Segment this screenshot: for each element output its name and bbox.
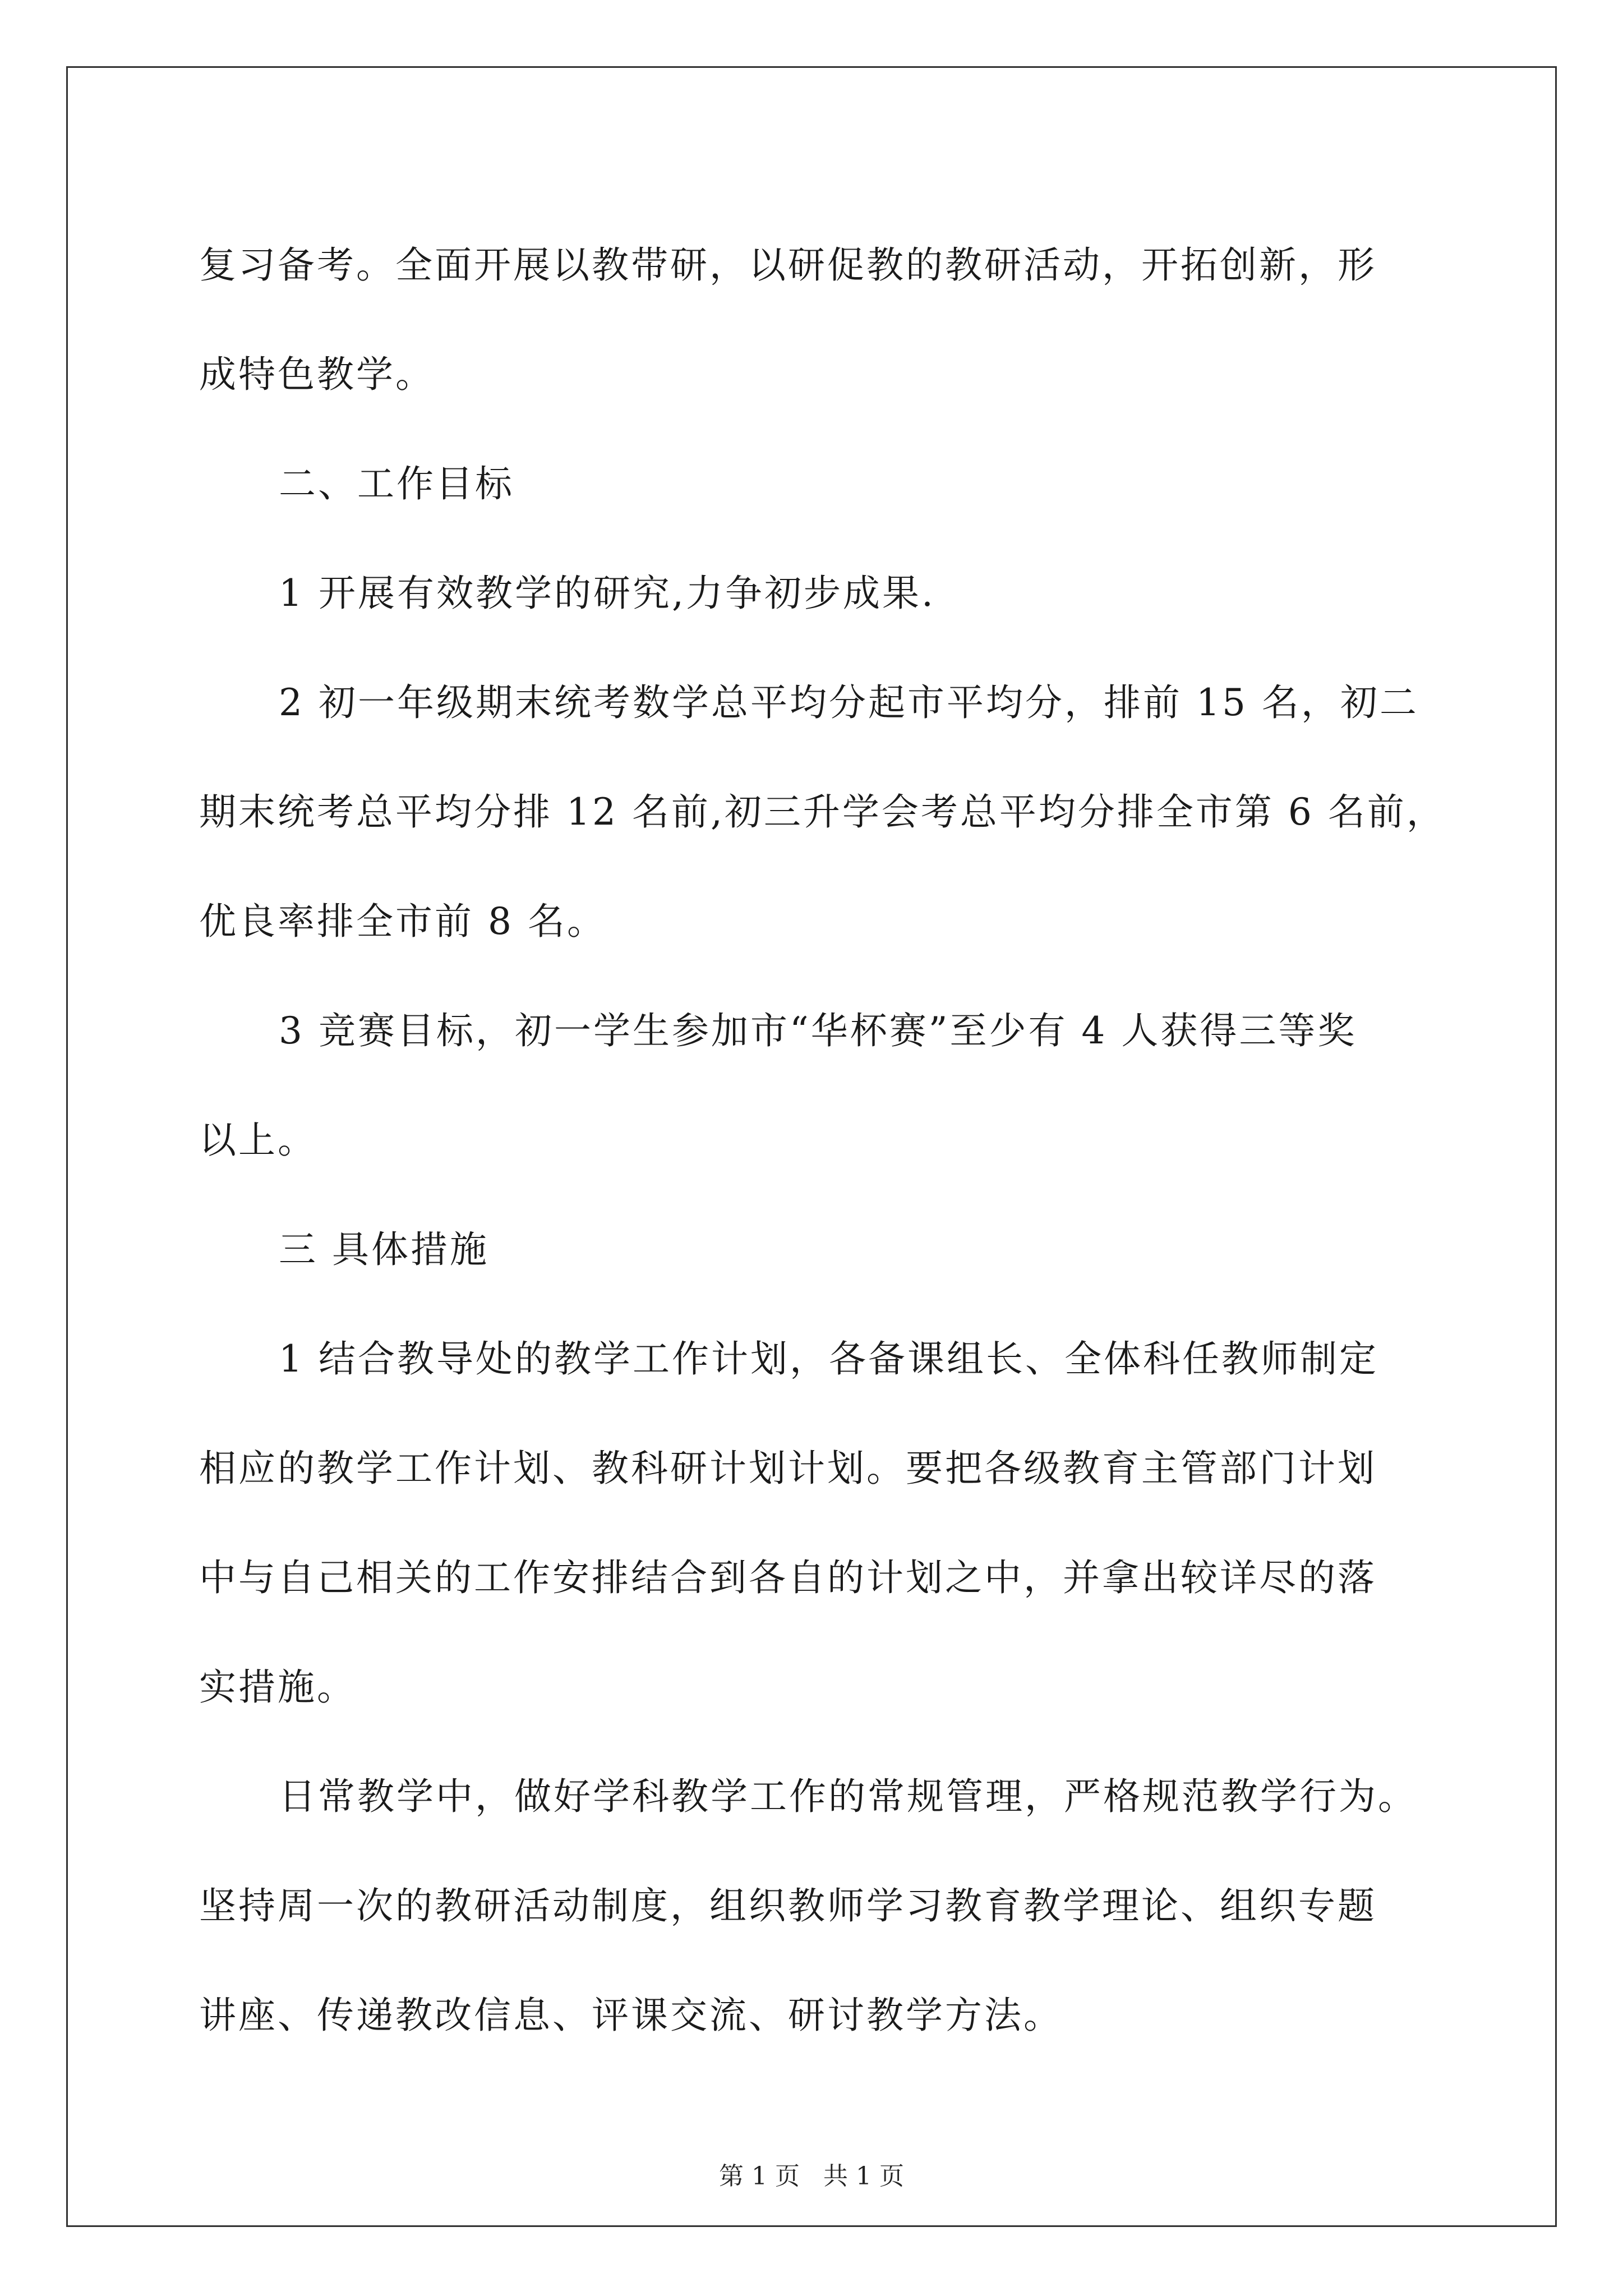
page-total: 共 1 页 <box>823 2162 904 2191</box>
text-line-9: 以上。 <box>199 1119 317 1162</box>
text-line-1: 复习备考。全面开展以教带研，以研促教的教研活动，开拓创新，形 <box>199 243 1377 287</box>
page-footer <box>0 2160 1623 2193</box>
text-line-4: 1 开展有效教学的研究,力争初步成果. <box>279 572 935 615</box>
text-line-8: 3 竞赛目标，初一学生参加市“华杯赛”至少有 4 人获得三等奖 <box>279 1009 1357 1052</box>
text-line-2: 成特色教学。 <box>199 353 435 396</box>
text-line-17: 讲座、传递教改信息、评课交流、研讨教学方法。 <box>199 1994 1063 2037</box>
section-heading-goals: 二、工作目标 <box>279 462 514 505</box>
text-line-5: 2 初一年级期末统考数学总平均分起市平均分，排前 15 名，初二 <box>279 681 1419 724</box>
section-heading-measures: 三 具体措施 <box>279 1228 489 1271</box>
text-line-12: 相应的教学工作计划、教科研计划计划。要把各级教育主管部门计划 <box>199 1447 1377 1490</box>
text-line-6: 期末统考总平均分排 12 名前,初三升学会考总平均分排全市第 6 名前， <box>199 790 1446 834</box>
text-line-15: 日常教学中，做好学科教学工作的常规管理，严格规范教学行为。 <box>279 1775 1417 1818</box>
page-number: 第 1 页 <box>719 2162 800 2191</box>
text-line-13: 中与自己相关的工作安排结合到各自的计划之中，并拿出较详尽的落 <box>199 1556 1377 1599</box>
text-line-11: 1 结合教导处的教学工作计划，各备课组长、全体科任教师制定 <box>279 1337 1378 1381</box>
text-line-7: 优良率排全市前 8 名。 <box>199 900 606 943</box>
text-line-14: 实措施。 <box>199 1665 356 1709</box>
document-body <box>199 210 1444 2070</box>
text-line-16: 坚持周一次的教研活动制度，组织教师学习教育教学理论、组织专题 <box>199 1884 1377 1927</box>
